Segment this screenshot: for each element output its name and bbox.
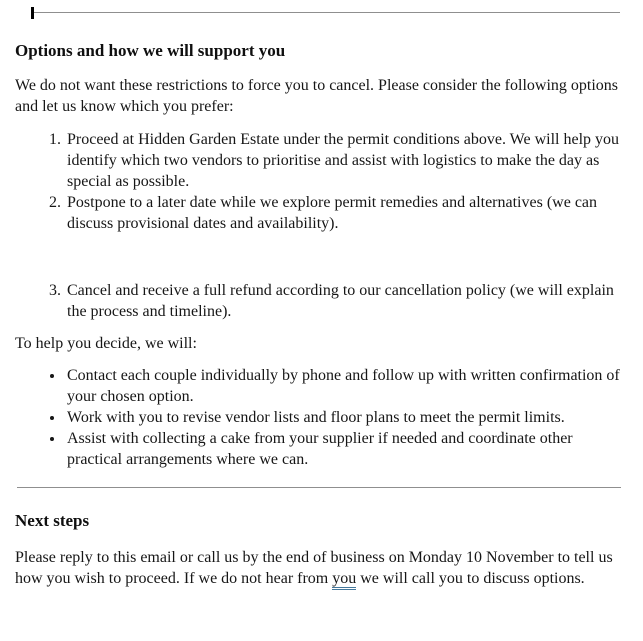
text-cursor-caret	[31, 7, 34, 19]
option-item-proceed: 1. Proceed at Hidden Garden Estate under the permit conditions above. We will help you identify which two vendors to prioritise and assist with logistics to make the day as special as possible.	[65, 129, 629, 192]
options-numbered-list	[15, 129, 629, 322]
support-item-revise: • Work with you to revise vendor lists and floor plans to meet the permit limits.	[65, 407, 629, 428]
section-heading-next-steps: Next steps	[15, 511, 90, 530]
document-canvas	[0, 12, 643, 589]
option-item-cancel: 3. Cancel and receive a full refund according to our cancellation policy (we will explain the process and timeline).	[65, 280, 629, 322]
top-divider-line	[34, 12, 620, 13]
grammar-flagged-word[interactable]: you	[332, 570, 356, 590]
top-divider	[15, 12, 629, 14]
document-page	[0, 12, 643, 641]
closing-text-before: Please reply to this email or call us by the end of business on Monday 10 November to tell us how you wish to proceed. If we do not hear from	[15, 549, 613, 587]
option-item-postpone: 2. Postpone to a later date while we explore permit remedies and alternatives (we can discuss provisional dates and availability).	[65, 192, 629, 234]
closing-paragraph	[15, 547, 629, 589]
decide-intro-paragraph: To help you decide, we will:	[15, 335, 197, 352]
closing-text-after: we will call you to discuss options.	[356, 570, 585, 587]
support-item-contact: • Contact each couple individually by phone and follow up with written confirmation of your chosen option.	[65, 365, 629, 407]
options-intro-paragraph: We do not want these restrictions to force you to cancel. Please consider the following options and let us know which you prefer:	[15, 77, 618, 115]
section-heading-options: Options and how we will support you	[15, 41, 286, 60]
section-divider-rule	[17, 487, 621, 488]
support-item-cake: • Assist with collecting a cake from your supplier if needed and coordinate other practical arrangements where we can.	[65, 428, 629, 470]
support-bullet-list	[15, 365, 629, 470]
